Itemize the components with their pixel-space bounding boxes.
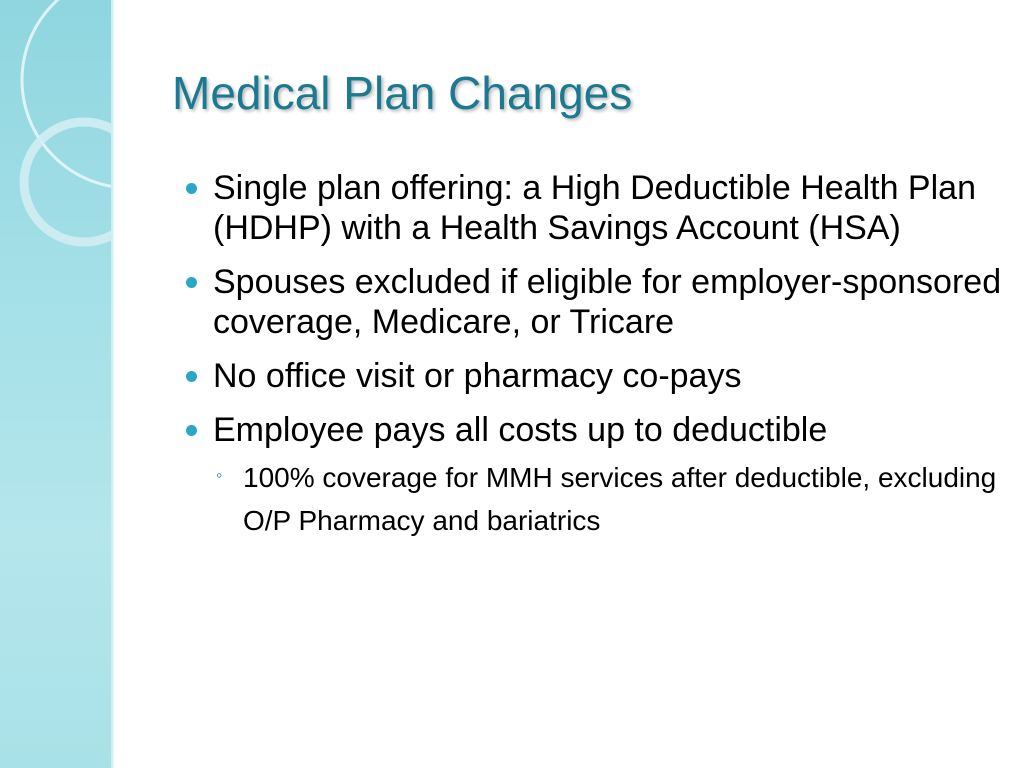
decorative-side-panel <box>0 0 113 768</box>
bullet-text: Single plan offering: a High Deductible Health Plan (HDHP) with a Health Savings Account (HSA) <box>213 169 976 247</box>
bullet-ring-icon: ◦ <box>216 465 223 485</box>
bullet-item <box>186 168 1006 248</box>
side-panel-edge <box>111 0 114 768</box>
decorative-ring-large <box>22 0 113 188</box>
bullet-dot-icon <box>186 425 197 436</box>
bullet-item <box>186 356 1006 396</box>
bullet-dot-icon <box>186 183 197 194</box>
bullet-item <box>186 410 1006 450</box>
decorative-ring-small <box>24 122 113 242</box>
sub-bullet-text: 100% coverage for MMH services after deductible, excluding O/P Pharmacy and bariatrics <box>243 462 997 536</box>
bullet-dot-icon <box>186 371 197 382</box>
bullet-item <box>186 262 1006 342</box>
decorative-rings <box>0 0 113 768</box>
sub-bullet-item <box>216 456 1006 542</box>
bullet-list <box>186 168 1006 542</box>
slide-title: Medical Plan Changes <box>172 67 633 119</box>
bullet-dot-icon <box>186 277 197 288</box>
bullet-text: Spouses excluded if eligible for employer-sponsored coverage, Medicare, or Tricare <box>213 263 1002 341</box>
bullet-text: No office visit or pharmacy co-pays <box>213 357 742 395</box>
bullet-text: Employee pays all costs up to deductible <box>213 411 828 449</box>
